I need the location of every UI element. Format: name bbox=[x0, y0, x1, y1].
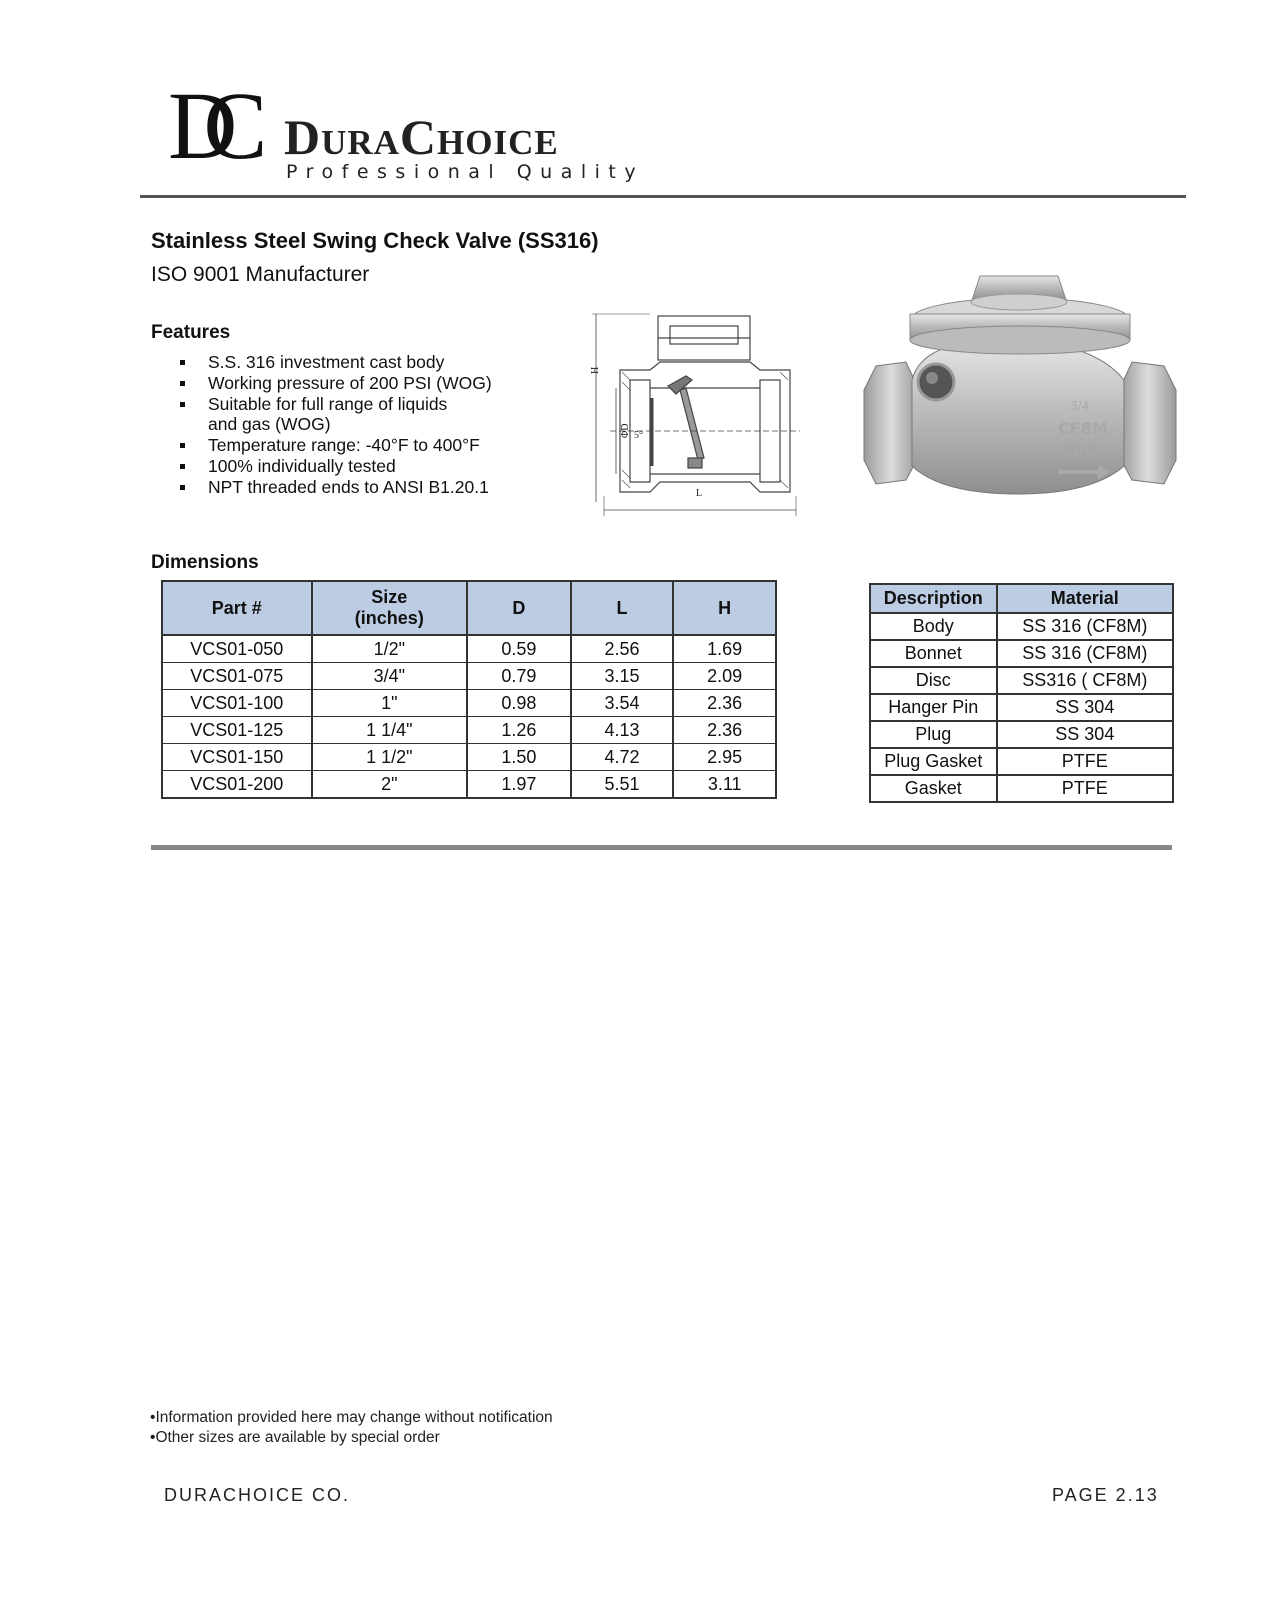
table-row bbox=[162, 771, 776, 799]
casting-mark-material: CF8M bbox=[1058, 419, 1108, 438]
note-item: • Other sizes are available by special order bbox=[150, 1428, 553, 1448]
column-header-part: Part # bbox=[162, 581, 312, 635]
valve-cross-section-drawing bbox=[590, 310, 820, 525]
feature-item: NPT threaded ends to ANSI B1.20.1 bbox=[180, 477, 580, 498]
cell-size: 2" bbox=[312, 771, 468, 799]
column-header-h: H bbox=[673, 581, 776, 635]
table-row bbox=[870, 640, 1173, 667]
cell-part: VCS01-200 bbox=[162, 771, 312, 799]
cell-description: Plug Gasket bbox=[870, 748, 997, 775]
cell-l: 3.15 bbox=[571, 663, 674, 690]
durachoice-logo-mark bbox=[168, 76, 278, 184]
cell-d: 0.59 bbox=[467, 635, 571, 663]
cell-material: SS 304 bbox=[997, 721, 1173, 748]
cell-h: 2.09 bbox=[673, 663, 776, 690]
cell-d: 1.50 bbox=[467, 744, 571, 771]
cell-size: 1/2" bbox=[312, 635, 468, 663]
cell-size: 1 1/4" bbox=[312, 717, 468, 744]
cell-d: 1.26 bbox=[467, 717, 571, 744]
cell-size: 1 1/2" bbox=[312, 744, 468, 771]
column-header-l: L bbox=[571, 581, 674, 635]
cell-material: SS 304 bbox=[997, 694, 1173, 721]
cell-l: 4.13 bbox=[571, 717, 674, 744]
table-row bbox=[162, 690, 776, 717]
cell-part: VCS01-100 bbox=[162, 690, 312, 717]
note-item: • Information provided here may change without notification bbox=[150, 1408, 553, 1428]
brand-name: DuraChoice bbox=[284, 109, 559, 165]
cell-h: 2.36 bbox=[673, 690, 776, 717]
features-list bbox=[180, 352, 580, 498]
cell-description: Disc bbox=[870, 667, 997, 694]
table-row bbox=[870, 721, 1173, 748]
cell-l: 4.72 bbox=[571, 744, 674, 771]
table-row bbox=[162, 744, 776, 771]
cell-h: 3.11 bbox=[673, 771, 776, 799]
cell-l: 2.56 bbox=[571, 635, 674, 663]
casting-mark-size: 3/4 bbox=[1070, 399, 1090, 413]
table-row bbox=[870, 775, 1173, 802]
feature-item: Working pressure of 200 PSI (WOG) bbox=[180, 373, 580, 394]
footer-page-number: PAGE 2.13 bbox=[1052, 1485, 1159, 1505]
table-row bbox=[162, 635, 776, 663]
cell-description: Hanger Pin bbox=[870, 694, 997, 721]
cell-part: VCS01-075 bbox=[162, 663, 312, 690]
logo-monogram: DC bbox=[168, 76, 234, 179]
valve-product-photo bbox=[862, 270, 1178, 510]
dimension-label-angle: 5° bbox=[634, 430, 643, 441]
dimensions-table bbox=[161, 580, 777, 799]
cell-material: PTFE bbox=[997, 775, 1173, 802]
feature-item: 100% individually tested bbox=[180, 456, 580, 477]
feature-item: S.S. 316 investment cast body bbox=[180, 352, 580, 373]
dimensions-heading: Dimensions bbox=[151, 552, 259, 573]
feature-item: Suitable for full range of liquids and gas (WOG) bbox=[180, 394, 478, 436]
product-title: Stainless Steel Swing Check Valve (SS316) bbox=[151, 228, 599, 253]
table-row bbox=[870, 667, 1173, 694]
table-row bbox=[870, 613, 1173, 640]
cell-d: 1.97 bbox=[467, 771, 571, 799]
column-header-material: Material bbox=[997, 584, 1173, 613]
dimension-label-d: ΦD bbox=[620, 423, 631, 438]
cell-description: Body bbox=[870, 613, 997, 640]
cell-l: 3.54 bbox=[571, 690, 674, 717]
notes-list bbox=[150, 1408, 553, 1447]
cell-material: SS 316 (CF8M) bbox=[997, 613, 1173, 640]
cell-part: VCS01-150 bbox=[162, 744, 312, 771]
table-row bbox=[870, 748, 1173, 775]
column-header-d: D bbox=[467, 581, 571, 635]
cell-description: Plug bbox=[870, 721, 997, 748]
features-heading: Features bbox=[151, 322, 231, 343]
cell-h: 2.95 bbox=[673, 744, 776, 771]
column-header-size: Size (inches) bbox=[312, 581, 468, 635]
dimension-label-h: H bbox=[590, 366, 601, 374]
product-subtitle: ISO 9001 Manufacturer bbox=[151, 263, 370, 286]
section-divider bbox=[151, 845, 1172, 850]
cell-material: SS 316 (CF8M) bbox=[997, 640, 1173, 667]
cell-material: PTFE bbox=[997, 748, 1173, 775]
table-row bbox=[162, 663, 776, 690]
header-divider bbox=[140, 195, 1186, 198]
cell-h: 1.69 bbox=[673, 635, 776, 663]
materials-table bbox=[869, 583, 1174, 803]
footer-company: DURACHOICE CO. bbox=[164, 1485, 351, 1505]
column-header-description: Description bbox=[870, 584, 997, 613]
brand-tagline: Professional Quality bbox=[286, 161, 645, 183]
cell-size: 3/4" bbox=[312, 663, 468, 690]
feature-item: Temperature range: -40°F to 400°F bbox=[180, 435, 580, 456]
cell-part: VCS01-050 bbox=[162, 635, 312, 663]
cell-description: Bonnet bbox=[870, 640, 997, 667]
dimension-label-l: L bbox=[696, 488, 703, 499]
table-row bbox=[870, 694, 1173, 721]
cell-size: 1" bbox=[312, 690, 468, 717]
cell-material: SS316 ( CF8M) bbox=[997, 667, 1173, 694]
table-row bbox=[162, 717, 776, 744]
cell-h: 2.36 bbox=[673, 717, 776, 744]
cell-d: 0.98 bbox=[467, 690, 571, 717]
cell-part: VCS01-125 bbox=[162, 717, 312, 744]
cell-description: Gasket bbox=[870, 775, 997, 802]
cell-l: 5.51 bbox=[571, 771, 674, 799]
casting-mark-pressure: 200 bbox=[1062, 441, 1096, 460]
cell-d: 0.79 bbox=[467, 663, 571, 690]
